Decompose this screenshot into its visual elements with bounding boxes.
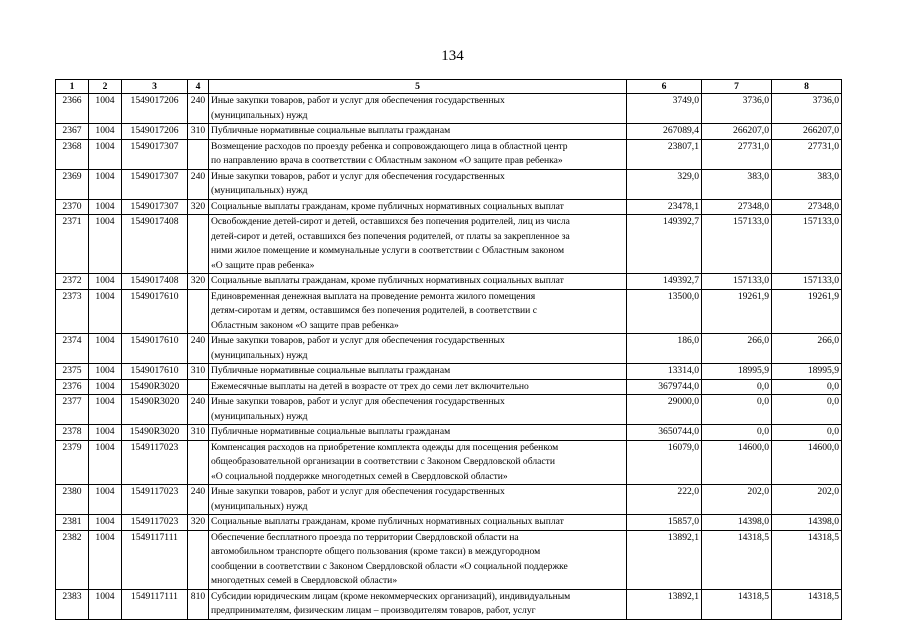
description-cell: [209, 289, 627, 334]
description-cell: [209, 589, 627, 619]
description-cell: [209, 199, 627, 215]
description-cell: [209, 124, 627, 140]
description-line: Публичные нормативные социальные выплаты гражданам: [211, 426, 451, 437]
header-row: [56, 80, 842, 94]
amount-col7-cell: 0,0: [702, 379, 772, 395]
row-number-cell: 2368: [56, 139, 89, 169]
section-code-cell: 1004: [89, 139, 122, 169]
section-code-cell: 1004: [89, 94, 122, 124]
expense-type-cell: 310: [188, 124, 209, 140]
header-cell-7: 7: [702, 80, 772, 94]
table-body: [56, 94, 842, 620]
amount-col6-cell: 3679744,0: [627, 379, 702, 395]
amount-col7-cell: 14600,0: [702, 440, 772, 485]
table-row: [56, 169, 842, 199]
target-code-cell: 1549017307: [122, 139, 188, 169]
row-number-cell: 2371: [56, 215, 89, 274]
section-code-cell: 1004: [89, 530, 122, 589]
table-row: [56, 379, 842, 395]
amount-col6-cell: 13892,1: [627, 589, 702, 619]
expense-type-cell: 310: [188, 364, 209, 380]
description-cell: [209, 139, 627, 169]
row-number-cell: 2381: [56, 515, 89, 531]
description-line: (муниципальных) нужд: [211, 349, 308, 361]
expense-type-cell: 320: [188, 274, 209, 290]
target-code-cell: 1549017610: [122, 334, 188, 364]
header-cell-5: 5: [209, 80, 627, 94]
description-line: Иные закупки товаров, работ и услуг для обеспечения государственных: [211, 396, 505, 407]
target-code-cell: 1549117023: [122, 440, 188, 485]
header-cell-8: 8: [772, 80, 842, 94]
amount-col7-cell: 266207,0: [702, 124, 772, 140]
amount-col8-cell: 157133,0: [772, 215, 842, 274]
expense-type-cell: 320: [188, 199, 209, 215]
header-cell-1: 1: [56, 80, 89, 94]
amount-col7-cell: 27731,0: [702, 139, 772, 169]
row-number-cell: 2372: [56, 274, 89, 290]
amount-col8-cell: 14318,5: [772, 530, 842, 589]
description-line: Областным законом «О защите прав ребенка»: [211, 319, 399, 331]
target-code-cell: 1549017206: [122, 94, 188, 124]
section-code-cell: 1004: [89, 124, 122, 140]
target-code-cell: 15490R3020: [122, 395, 188, 425]
section-code-cell: 1004: [89, 379, 122, 395]
target-code-cell: 1549117023: [122, 515, 188, 531]
amount-col6-cell: 222,0: [627, 485, 702, 515]
amount-col7-cell: 14318,5: [702, 530, 772, 589]
description-line: Субсидии юридическим лицам (кроме некоммерческих организаций), индивидуальным: [211, 590, 571, 602]
target-code-cell: 1549117111: [122, 589, 188, 619]
expense-type-cell: [188, 530, 209, 589]
description-cell: [209, 94, 627, 124]
table-row: [56, 334, 842, 364]
table-row: [56, 364, 842, 380]
target-code-cell: 1549017206: [122, 124, 188, 140]
description-line: Социальные выплаты гражданам, кроме публичных нормативных социальных выплат: [211, 200, 564, 212]
description-cell: [209, 169, 627, 199]
description-line: Освобождение детей-сирот и детей, оставшихся без попечения родителей, лиц из числа: [211, 216, 570, 227]
table-row: [56, 289, 842, 334]
amount-col6-cell: 186,0: [627, 334, 702, 364]
amount-col6-cell: 13892,1: [627, 530, 702, 589]
amount-col7-cell: 18995,9: [702, 364, 772, 380]
description-line: (муниципальных) нужд: [211, 185, 308, 196]
target-code-cell: 1549017610: [122, 289, 188, 334]
section-code-cell: 1004: [89, 289, 122, 334]
amount-col6-cell: 16079,0: [627, 440, 702, 485]
expense-type-cell: 240: [188, 395, 209, 425]
table-row: [56, 139, 842, 169]
header-cell-2: 2: [89, 80, 122, 94]
description-cell: [209, 334, 627, 364]
description-line: Единовременная денежная выплата на проведение ремонта жилого помещения: [211, 290, 536, 302]
page-number: 134: [441, 48, 464, 64]
target-code-cell: 1549117023: [122, 485, 188, 515]
description-line: детям-сиротам и детям, оставшимся без попечения родителей, в соответствии с: [211, 305, 537, 316]
description-line: общеобразовательной организации в соответствии с Законом Свердловской области: [211, 456, 555, 467]
amount-col8-cell: 14318,5: [772, 589, 842, 619]
expense-type-cell: 810: [188, 589, 209, 619]
amount-col7-cell: 27348,0: [702, 199, 772, 215]
amount-col6-cell: 13314,0: [627, 364, 702, 380]
description-line: Публичные нормативные социальные выплаты гражданам: [211, 365, 451, 376]
row-number-cell: 2382: [56, 530, 89, 589]
table-row: [56, 274, 842, 290]
amount-col6-cell: 149392,7: [627, 215, 702, 274]
header-cell-6: 6: [627, 80, 702, 94]
amount-col8-cell: 202,0: [772, 485, 842, 515]
section-code-cell: 1004: [89, 485, 122, 515]
description-cell: [209, 440, 627, 485]
expense-type-cell: 310: [188, 425, 209, 441]
amount-col7-cell: 266,0: [702, 334, 772, 364]
section-code-cell: 1004: [89, 395, 122, 425]
description-line: Компенсация расходов на приобретение комплекта одежды для посещения ребенком: [211, 441, 559, 453]
table-row: [56, 515, 842, 531]
target-code-cell: 1549017408: [122, 274, 188, 290]
row-number-cell: 2369: [56, 169, 89, 199]
row-number-cell: 2370: [56, 199, 89, 215]
section-code-cell: 1004: [89, 440, 122, 485]
section-code-cell: 1004: [89, 215, 122, 274]
target-code-cell: 1549017307: [122, 199, 188, 215]
row-number-cell: 2377: [56, 395, 89, 425]
description-line: автомобильном транспорте общего пользования (кроме такси) в междугородном: [211, 546, 541, 557]
table-row: [56, 425, 842, 441]
amount-col7-cell: 0,0: [702, 425, 772, 441]
table-row: [56, 124, 842, 140]
description-cell: [209, 425, 627, 441]
amount-col6-cell: 149392,7: [627, 274, 702, 290]
expense-type-cell: 240: [188, 94, 209, 124]
description-cell: [209, 395, 627, 425]
amount-col8-cell: 3736,0: [772, 94, 842, 124]
target-code-cell: 1549017408: [122, 215, 188, 274]
target-code-cell: 1549017610: [122, 364, 188, 380]
expense-type-cell: [188, 289, 209, 334]
section-code-cell: 1004: [89, 425, 122, 441]
description-cell: [209, 379, 627, 395]
amount-col7-cell: 157133,0: [702, 274, 772, 290]
section-code-cell: 1004: [89, 199, 122, 215]
amount-col6-cell: 3650744,0: [627, 425, 702, 441]
amount-col6-cell: 3749,0: [627, 94, 702, 124]
description-cell: [209, 364, 627, 380]
amount-col7-cell: 3736,0: [702, 94, 772, 124]
amount-col8-cell: 19261,9: [772, 289, 842, 334]
target-code-cell: 15490R3020: [122, 425, 188, 441]
expense-type-cell: [188, 215, 209, 274]
table-row: [56, 485, 842, 515]
description-line: Публичные нормативные социальные выплаты гражданам: [211, 125, 451, 136]
section-code-cell: 1004: [89, 364, 122, 380]
amount-col8-cell: 18995,9: [772, 364, 842, 380]
row-number-cell: 2373: [56, 289, 89, 334]
amount-col8-cell: 266207,0: [772, 124, 842, 140]
expense-type-cell: 320: [188, 515, 209, 531]
section-code-cell: 1004: [89, 169, 122, 199]
section-code-cell: 1004: [89, 515, 122, 531]
description-cell: [209, 530, 627, 589]
amount-col8-cell: 157133,0: [772, 274, 842, 290]
section-code-cell: 1004: [89, 589, 122, 619]
amount-col7-cell: 14318,5: [702, 589, 772, 619]
budget-table: [55, 79, 842, 620]
section-code-cell: 1004: [89, 274, 122, 290]
description-line: (муниципальных) нужд: [211, 410, 308, 422]
amount-col8-cell: 14398,0: [772, 515, 842, 531]
description-line: Иные закупки товаров, работ и услуг для обеспечения государственных: [211, 486, 505, 497]
amount-col8-cell: 0,0: [772, 395, 842, 425]
amount-col7-cell: 14398,0: [702, 515, 772, 531]
amount-col6-cell: 15857,0: [627, 515, 702, 531]
description-line: Иные закупки товаров, работ и услуг для обеспечения государственных: [211, 335, 505, 346]
description-line: «О защите прав ребенка»: [211, 259, 315, 271]
description-cell: [209, 485, 627, 515]
description-line: детей-сирот и детей, оставшихся без попечения родителей, от платы за закрепленное за: [211, 230, 570, 242]
table-row: [56, 440, 842, 485]
amount-col8-cell: 14600,0: [772, 440, 842, 485]
row-number-cell: 2379: [56, 440, 89, 485]
amount-col6-cell: 23478,1: [627, 199, 702, 215]
description-line: по направлению врача в соответствии с Областным законом «О защите прав ребенка»: [211, 155, 563, 166]
target-code-cell: 1549017307: [122, 169, 188, 199]
table-row: [56, 589, 842, 619]
row-number-cell: 2376: [56, 379, 89, 395]
amount-col7-cell: 383,0: [702, 169, 772, 199]
expense-type-cell: [188, 440, 209, 485]
row-number-cell: 2380: [56, 485, 89, 515]
amount-col7-cell: 19261,9: [702, 289, 772, 334]
description-line: Ежемесячные выплаты на детей в возрасте от трех до семи лет включительно: [211, 380, 529, 392]
amount-col8-cell: 0,0: [772, 425, 842, 441]
description-line: ними жилое помещение и коммунальные услуги в соответствии с Областным законом: [211, 245, 565, 256]
description-line: (муниципальных) нужд: [211, 500, 308, 512]
table-row: [56, 395, 842, 425]
header-cell-3: 3: [122, 80, 188, 94]
description-cell: [209, 274, 627, 290]
amount-col6-cell: 23807,1: [627, 139, 702, 169]
amount-col6-cell: 13500,0: [627, 289, 702, 334]
expense-type-cell: [188, 139, 209, 169]
row-number-cell: 2383: [56, 589, 89, 619]
description-line: предпринимателям, физическим лицам – производителям товаров, работ, услуг: [211, 605, 536, 616]
amount-col8-cell: 27731,0: [772, 139, 842, 169]
expense-type-cell: 240: [188, 485, 209, 515]
amount-col8-cell: 383,0: [772, 169, 842, 199]
expense-type-cell: 240: [188, 169, 209, 199]
description-cell: [209, 215, 627, 274]
table-row: [56, 530, 842, 589]
description-line: Иные закупки товаров, работ и услуг для обеспечения государственных: [211, 95, 505, 106]
amount-col7-cell: 0,0: [702, 395, 772, 425]
description-line: «О социальной поддержке многодетных семей в Свердловской области»: [211, 470, 508, 482]
amount-col8-cell: 266,0: [772, 334, 842, 364]
amount-col7-cell: 202,0: [702, 485, 772, 515]
description-line: Обеспечение бесплатного проезда по территории Свердловской области на: [211, 531, 519, 543]
amount-col8-cell: 27348,0: [772, 199, 842, 215]
header-cell-4: 4: [188, 80, 209, 94]
description-line: сообщении в соответствии с Законом Свердловской области «О социальной поддержке: [211, 560, 568, 572]
table-row: [56, 215, 842, 274]
description-line: (муниципальных) нужд: [211, 109, 308, 121]
row-number-cell: 2366: [56, 94, 89, 124]
target-code-cell: 15490R3020: [122, 379, 188, 395]
section-code-cell: 1004: [89, 334, 122, 364]
description-line: Иные закупки товаров, работ и услуг для обеспечения государственных: [211, 170, 505, 182]
description-line: Возмещение расходов по проезду ребенка и сопровождающего лица в областной центр: [211, 140, 568, 152]
table-row: [56, 199, 842, 215]
target-code-cell: 1549117111: [122, 530, 188, 589]
description-line: Социальные выплаты гражданам, кроме публичных нормативных социальных выплат: [211, 516, 564, 527]
description-line: Социальные выплаты гражданам, кроме публичных нормативных социальных выплат: [211, 275, 564, 286]
row-number-cell: 2378: [56, 425, 89, 441]
description-cell: [209, 515, 627, 531]
row-number-cell: 2375: [56, 364, 89, 380]
row-number-cell: 2374: [56, 334, 89, 364]
row-number-cell: 2367: [56, 124, 89, 140]
amount-col6-cell: 267089,4: [627, 124, 702, 140]
amount-col7-cell: 157133,0: [702, 215, 772, 274]
expense-type-cell: 240: [188, 334, 209, 364]
amount-col6-cell: 29000,0: [627, 395, 702, 425]
table-row: [56, 94, 842, 124]
amount-col6-cell: 329,0: [627, 169, 702, 199]
description-line: многодетных семей в Свердловской области»: [211, 575, 398, 586]
amount-col8-cell: 0,0: [772, 379, 842, 395]
expense-type-cell: [188, 379, 209, 395]
